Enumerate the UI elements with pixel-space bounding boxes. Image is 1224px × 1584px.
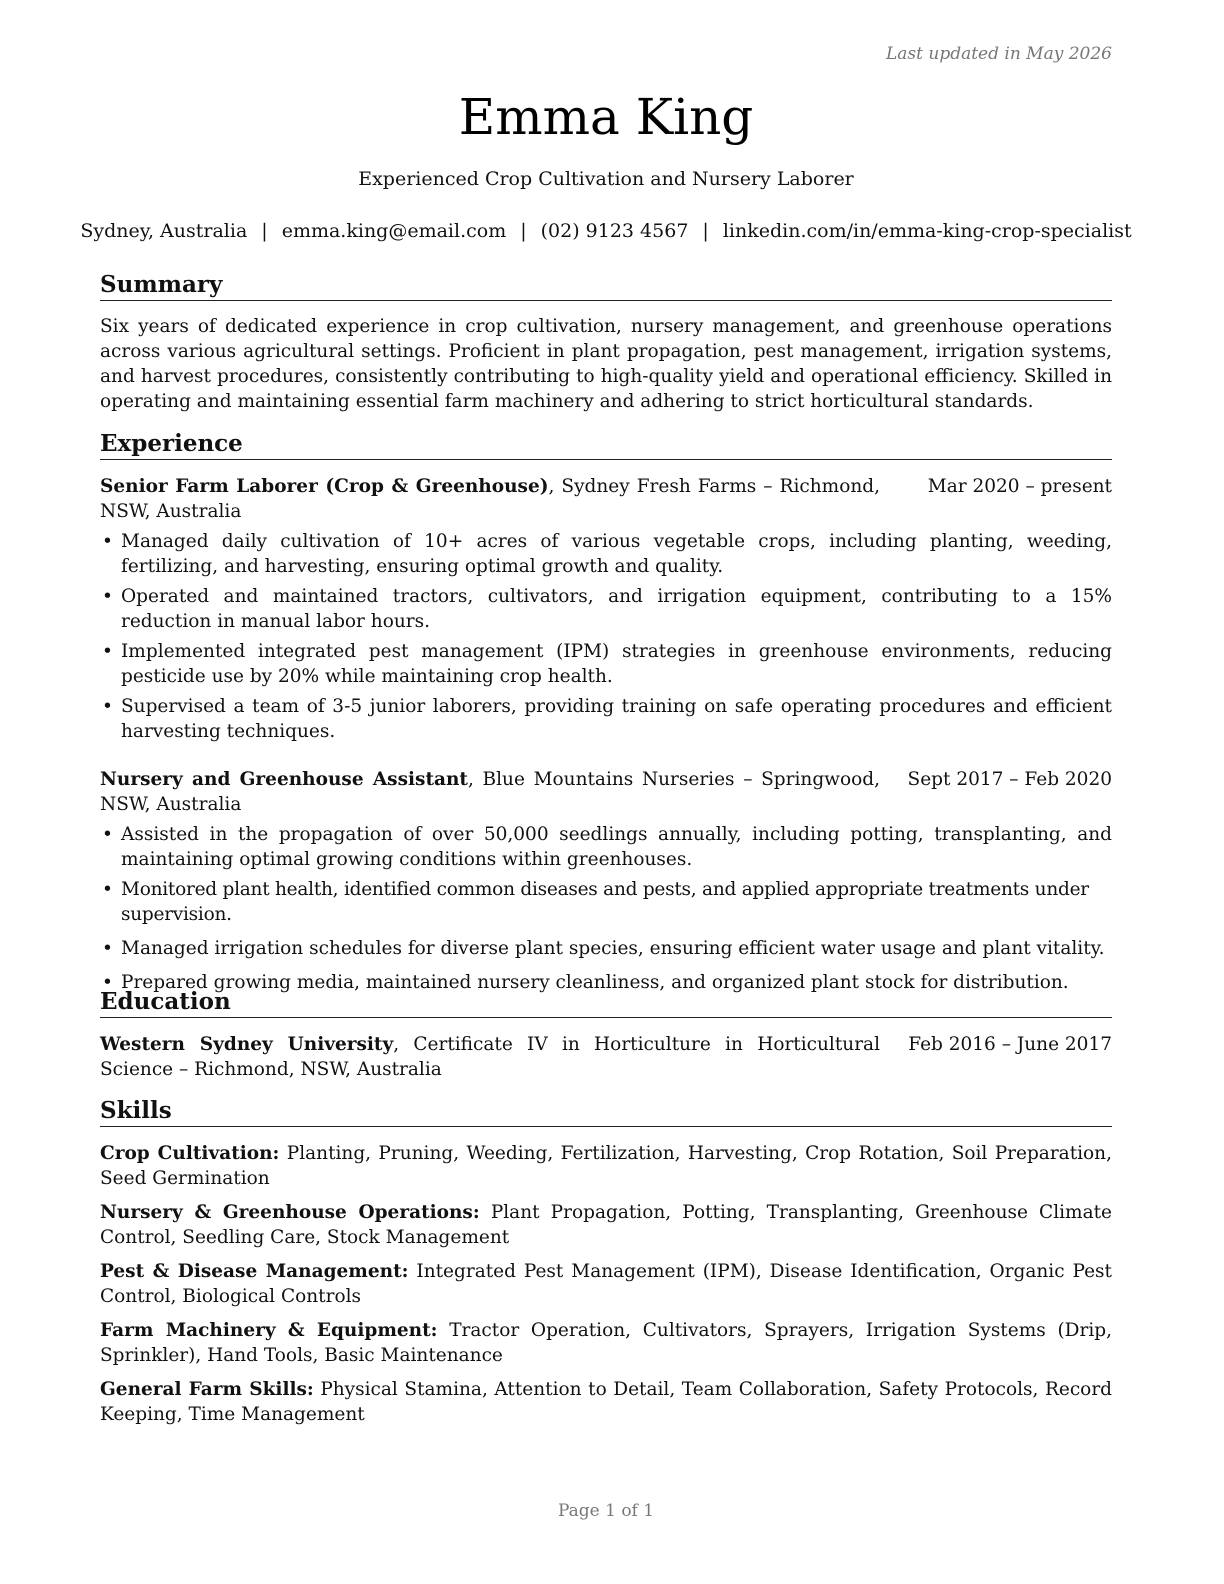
job-entry: [100, 474, 1112, 744]
job-dates: Mar 2020 – present: [927, 476, 1112, 497]
summary-text: Six years of dedicated experience in crop cultivation, nursery management, and greenhouse operations across various agricultural settings. Proficient in plant propagation, pest management, irrigation systems, and harvest procedures, consistently contributing to high-quality yield and operational efficiency. Skilled in operating and maintaining essential farm machinery and adhering to strict horticultural standards.: [100, 316, 1112, 412]
job-bullet: • Assisted in the propagation of over 50,000 seedlings annually, including potting, transplanting, and maintaining optimal growing conditions within greenhouses.: [100, 822, 1112, 872]
contact-linkedin[interactable]: linkedin.com/in/emma-king-crop-specialist: [722, 220, 1132, 242]
skill-row: [100, 1259, 1112, 1309]
job-role: Senior Farm Laborer (Crop & Greenhouse): [100, 476, 549, 497]
job-organization: , Blue Mountains Nurseries – Springwood, NSW, Australia: [100, 769, 880, 815]
education-entry: [100, 1032, 1112, 1082]
experience-heading: Experience: [100, 430, 1112, 460]
job-entry: [100, 767, 1112, 995]
job-bullet: • Managed daily cultivation of 10+ acres of various vegetable crops, including planting, weeding, fertilizing, and harvesting, ensuring optimal growth and quality.: [100, 529, 1112, 579]
education-header: [100, 1032, 1112, 1082]
skills-heading: Skills: [100, 1097, 1112, 1127]
contact-phone: (02) 9123 4567: [540, 220, 689, 242]
skill-label: Farm Machinery & Equipment:: [100, 1320, 438, 1341]
contact-separator: |: [520, 220, 527, 242]
summary-heading: Summary: [100, 271, 1112, 301]
contact-line: [70, 219, 1142, 243]
job-dates: Sept 2017 – Feb 2020: [907, 769, 1112, 790]
skills-list: [100, 1141, 1112, 1427]
page-footer: Page 1 of 1: [557, 1501, 655, 1521]
education-detail: , Certificate IV in Horticulture in Horticultural Science – Richmond, NSW, Australia: [100, 1034, 880, 1080]
job-bullet: • Prepared growing media, maintained nursery cleanliness, and organized plant stock for distribution.: [100, 970, 1112, 995]
job-bullet: • Implemented integrated pest management (IPM) strategies in greenhouse environments, reducing pesticide use by 20% while maintaining crop health.: [100, 639, 1112, 689]
job-bullet: • Supervised a team of 3-5 junior laborers, providing training on safe operating procedures and efficient harvesting techniques.: [100, 694, 1112, 744]
candidate-name: Emma King: [458, 88, 754, 146]
skill-text: Plant Propagation, Potting, Transplanting, Greenhouse Climate Control, Seedling Care, Stock Management: [100, 1202, 1112, 1248]
skill-label: General Farm Skills:: [100, 1379, 314, 1400]
job-bullets: [100, 529, 1112, 744]
skill-text: Physical Stamina, Attention to Detail, Team Collaboration, Safety Protocols, Record Keeping, Time Management: [100, 1379, 1113, 1425]
skill-text: Integrated Pest Management (IPM), Disease Identification, Organic Pest Control, Biological Controls: [100, 1261, 1112, 1307]
skill-label: Pest & Disease Management:: [100, 1261, 409, 1282]
education-dates: Feb 2016 – June 2017: [908, 1034, 1112, 1055]
last-updated: Last updated in May 2026: [885, 44, 1112, 64]
job-bullets: [100, 822, 1112, 995]
skill-text: Tractor Operation, Cultivators, Sprayers, Irrigation Systems (Drip, Sprinkler), Hand Tools, Basic Maintenance: [100, 1320, 1112, 1366]
job-bullet: • Monitored plant health, identified common diseases and pests, and applied appropriate treatments under supervision.: [100, 877, 1118, 927]
contact-separator: |: [702, 220, 709, 242]
job-header: [100, 767, 1112, 817]
skill-row: [100, 1141, 1112, 1191]
skill-row: [100, 1318, 1112, 1368]
job-bullet: • Operated and maintained tractors, cultivators, and irrigation equipment, contributing to a 15% reduction in manual labor hours.: [100, 584, 1112, 634]
contact-separator: |: [261, 220, 268, 242]
skill-row: [100, 1377, 1112, 1427]
education-heading: Education: [100, 988, 1112, 1018]
job-bullet: • Managed irrigation schedules for diverse plant species, ensuring efficient water usage and plant vitality.: [100, 936, 1112, 961]
education-school: Western Sydney University: [100, 1034, 394, 1055]
skill-row: [100, 1200, 1112, 1250]
job-header: [100, 474, 1112, 524]
contact-email[interactable]: emma.king@email.com: [281, 220, 507, 242]
contact-location: Sydney, Australia: [80, 220, 248, 242]
tagline: Experienced Crop Cultivation and Nursery Laborer: [358, 168, 854, 190]
job-organization: , Sydney Fresh Farms – Richmond, NSW, Australia: [100, 476, 880, 522]
skill-text: Planting, Pruning, Weeding, Fertilization, Harvesting, Crop Rotation, Soil Preparation, Seed Germination: [100, 1143, 1112, 1189]
skill-label: Nursery & Greenhouse Operations:: [100, 1202, 480, 1223]
job-role: Nursery and Greenhouse Assistant: [100, 769, 468, 790]
skill-label: Crop Cultivation:: [100, 1143, 280, 1164]
